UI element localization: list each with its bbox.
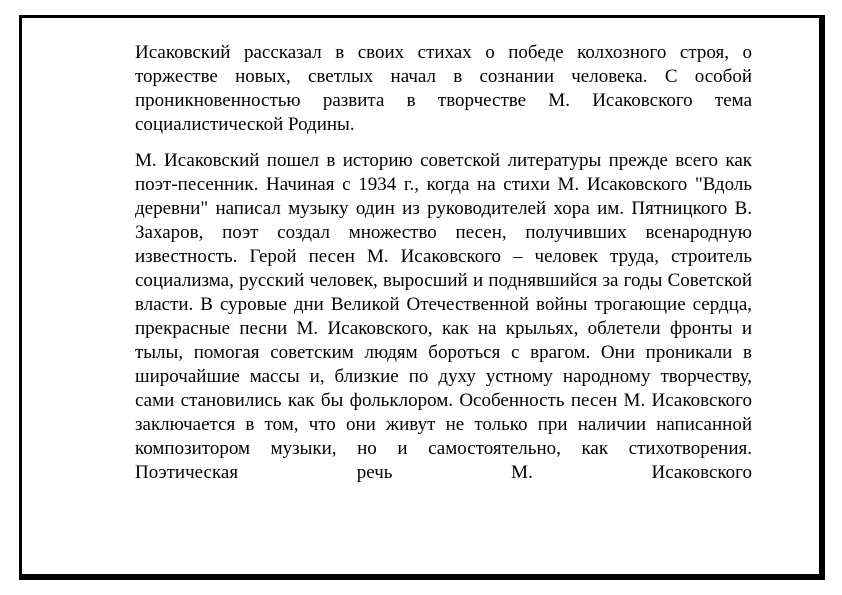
paragraph-2: М. Исаковский пошел в историю советской литературы прежде всего как поэт-песенник. Начиная с 1934 г., когда на стихи М. Исаковского "Вдоль деревни" написал музыку один из руководителей хора им. Пятницкого В. Захаров, поэт создал множество песен, получивших всенародную известность. Герой песен М. Исаковского – человек труда, строитель социализма, русский человек, выросший и поднявшийся за годы Советской власти. В суровые дни Великой Отечественной войны трогающие сердца, прекрасные песни М. Исаковского, как на крыльях, облетели фронты и тылы, помогая советским людям бороться с врагом. Они проникали в широчайшие массы и, близкие по духу устному народному творчеству, сами становились как бы фольклором. Особенность песен М. Исаковского заключается в том, что они живут не только при наличии написанной композитором музыки, но и самостоятельно, как стихотворения. Поэтическая речь М. Исаковского: [135, 150, 752, 483]
paragraph-1: Исаковский рассказал в своих стихах о победе колхозного строя, о торжестве новых, светлых начал в сознании человека. С особой проникновенностью развита в творчестве М. Исаковского тема социалистической Родины.: [135, 42, 752, 135]
document-body: [135, 41, 752, 497]
